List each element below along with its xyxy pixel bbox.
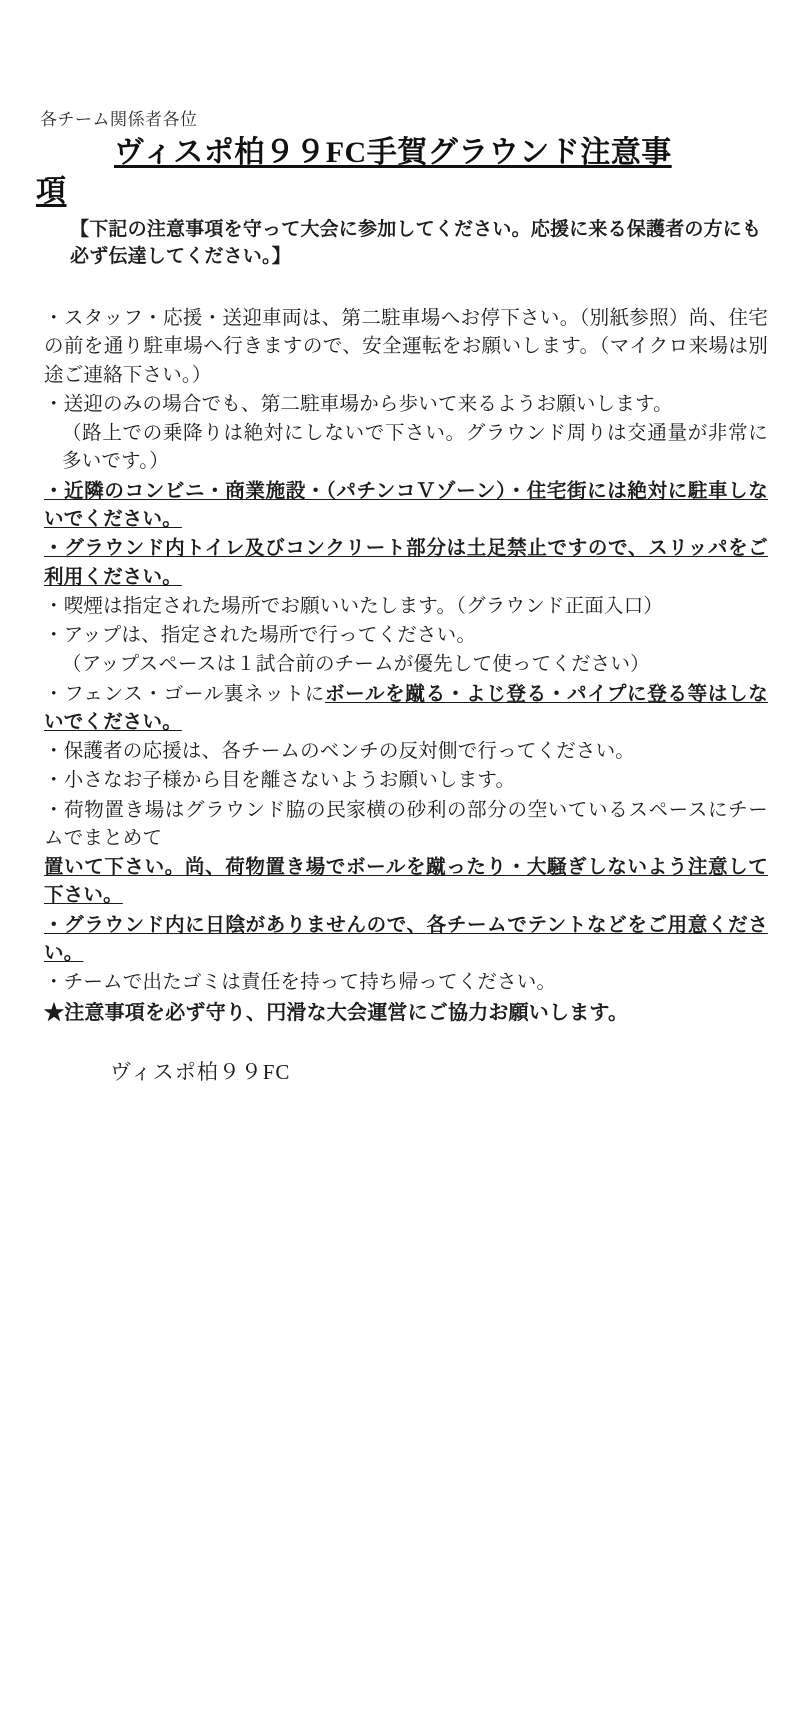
list-item: ・喫煙は指定された場所でお願いいたします。（グラウンド正面入口） [44, 595, 664, 617]
list-item-text-emphasis: ボールを蹴る・よじ登る・パイプに登る等はしないでください。 [44, 683, 768, 733]
rules-list [36, 305, 768, 1028]
list-item: ★注意事項を必ず守り、円滑な大会運営にご協力お願いします。 [44, 1002, 629, 1025]
list-item: 置いて下さい。尚、荷物置き場でボールを蹴ったり・大騒ぎしないよう注意して下さい。 [44, 857, 768, 907]
list-item: ・グラウンド内トイレ及びコンクリート部分は土足禁止ですので、スリッパをご利用ください。 [44, 538, 768, 588]
list-item: （路上での乗降りは絶対にしないで下さい。グラウンド周りは交通量が非常に多いです。） [62, 423, 768, 473]
list-item: （アップスペースは１試合前のチームが優先して使ってください） [62, 654, 650, 676]
list-item: ・送迎のみの場合でも、第二駐車場から歩いて来るようお願いします。 [44, 393, 673, 415]
addressee-line: 各チーム関係者各位 [40, 110, 198, 129]
signature: ヴィスポ柏９９FC [110, 1060, 291, 1085]
list-item: ・保護者の応援は、各チームのベンチの反対側で行ってください。 [44, 741, 636, 763]
list-item-text-plain: ・フェンス・ゴール裏ネットに [44, 683, 325, 705]
page-title-line-1: ヴィスポ柏９９FC手賀グラウンド注意事 [114, 136, 672, 170]
list-item: ・スタッフ・応援・送迎車両は、第二駐車場へお停下さい。（別紙参照）尚、住宅の前を通り駐車場へ行きますので、安全運転をお願いします。（マイクロ来場は別途ご連絡下さい。） [44, 308, 768, 386]
page-title [36, 134, 768, 211]
list-item: ・小さなお子様から目を離さないようお願いします。 [44, 770, 516, 792]
page-title-line-2: 項 [36, 174, 67, 208]
list-item: ・近隣のコンビニ・商業施設・（パチンコＶゾーン）・住宅街には絶対に駐車しないでください。 [44, 480, 768, 530]
lead-paragraph: 【下記の注意事項を守って大会に参加してください。応援に来る保護者の方にも必ず伝達してください。】 [70, 219, 762, 268]
list-item: ・グラウンド内に日陰がありませんので、各チームでテントなどをご用意ください。 [44, 914, 768, 964]
list-item: ・チームで出たゴミは責任を持って持ち帰ってください。 [44, 972, 557, 994]
list-item [36, 681, 768, 738]
list-item: ・荷物置き場はグラウンド脇の民家横の砂利の部分の空いているスペースにチームでまとめて [44, 799, 768, 849]
list-item: ・アップは、指定された場所で行ってください。 [44, 625, 477, 647]
